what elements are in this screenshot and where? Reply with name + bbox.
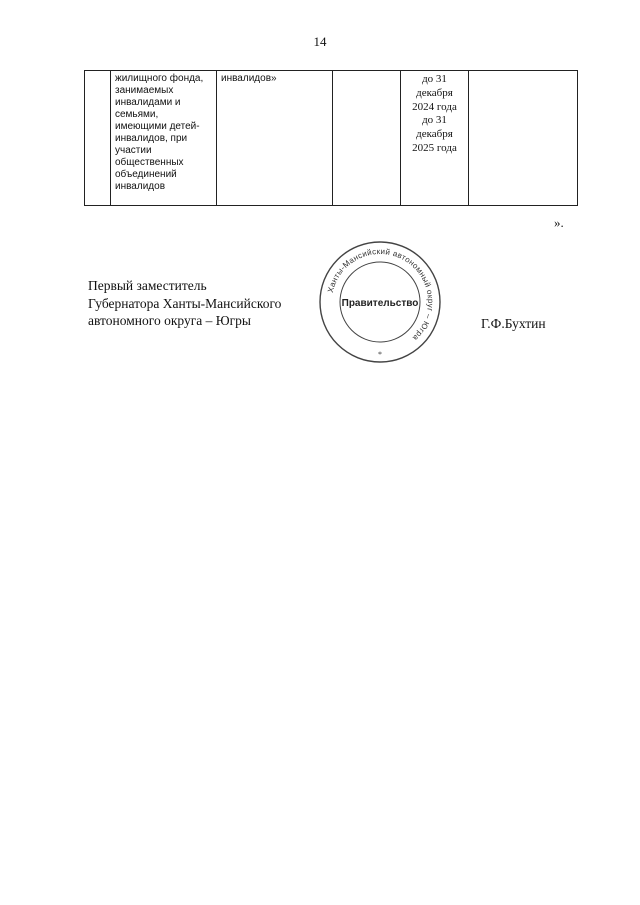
- seal-star-icon: *: [378, 350, 382, 359]
- table-cell-number: [85, 71, 111, 206]
- cell-line: семьями,: [115, 109, 159, 120]
- cell-line: до 31: [422, 73, 447, 85]
- table-cell-empty: [469, 71, 578, 206]
- cell-line: имеющими детей-: [115, 121, 200, 132]
- table-cell-description: [111, 71, 217, 206]
- cell-line: декабря: [416, 128, 453, 140]
- cell-line: инвалидов, при: [115, 133, 188, 144]
- table-cell-deadline: [401, 71, 469, 206]
- cell-line: 2024 года: [412, 100, 457, 113]
- signer-position-line: Губернатора Ханты-Мансийского: [88, 295, 282, 311]
- cell-line: 2025 года: [412, 141, 457, 154]
- measures-table: [84, 70, 578, 206]
- government-seal: [318, 240, 442, 364]
- signer-name: Г.Ф.Бухтин: [481, 316, 546, 331]
- table-row: [85, 71, 578, 206]
- table-cell-result: инвалидов»: [217, 71, 333, 206]
- seal-center-text: Правительство: [341, 298, 419, 309]
- cell-line: занимаемых: [115, 85, 174, 96]
- cell-line: объединений: [115, 169, 177, 180]
- cell-line: общественных: [115, 157, 184, 168]
- signer-position-line: Первый заместитель: [88, 278, 207, 293]
- cell-line: декабря: [416, 86, 453, 99]
- cell-line: до 31: [422, 114, 447, 127]
- closing-quote-mark: ».: [554, 215, 564, 230]
- seal-ring-text: Ханты-Мансийский автономный округ – Югра: [325, 246, 436, 343]
- signer-position: [88, 277, 281, 330]
- page-number: 14: [313, 34, 327, 49]
- cell-line: участии: [115, 145, 152, 156]
- cell-line: инвалидов: [115, 181, 165, 192]
- signer-position-line: автономного округа – Югры: [88, 313, 251, 329]
- cell-line: жилищного фонда,: [115, 73, 204, 84]
- cell-line: инвалидами и: [115, 97, 181, 108]
- table-cell-empty: [333, 71, 401, 206]
